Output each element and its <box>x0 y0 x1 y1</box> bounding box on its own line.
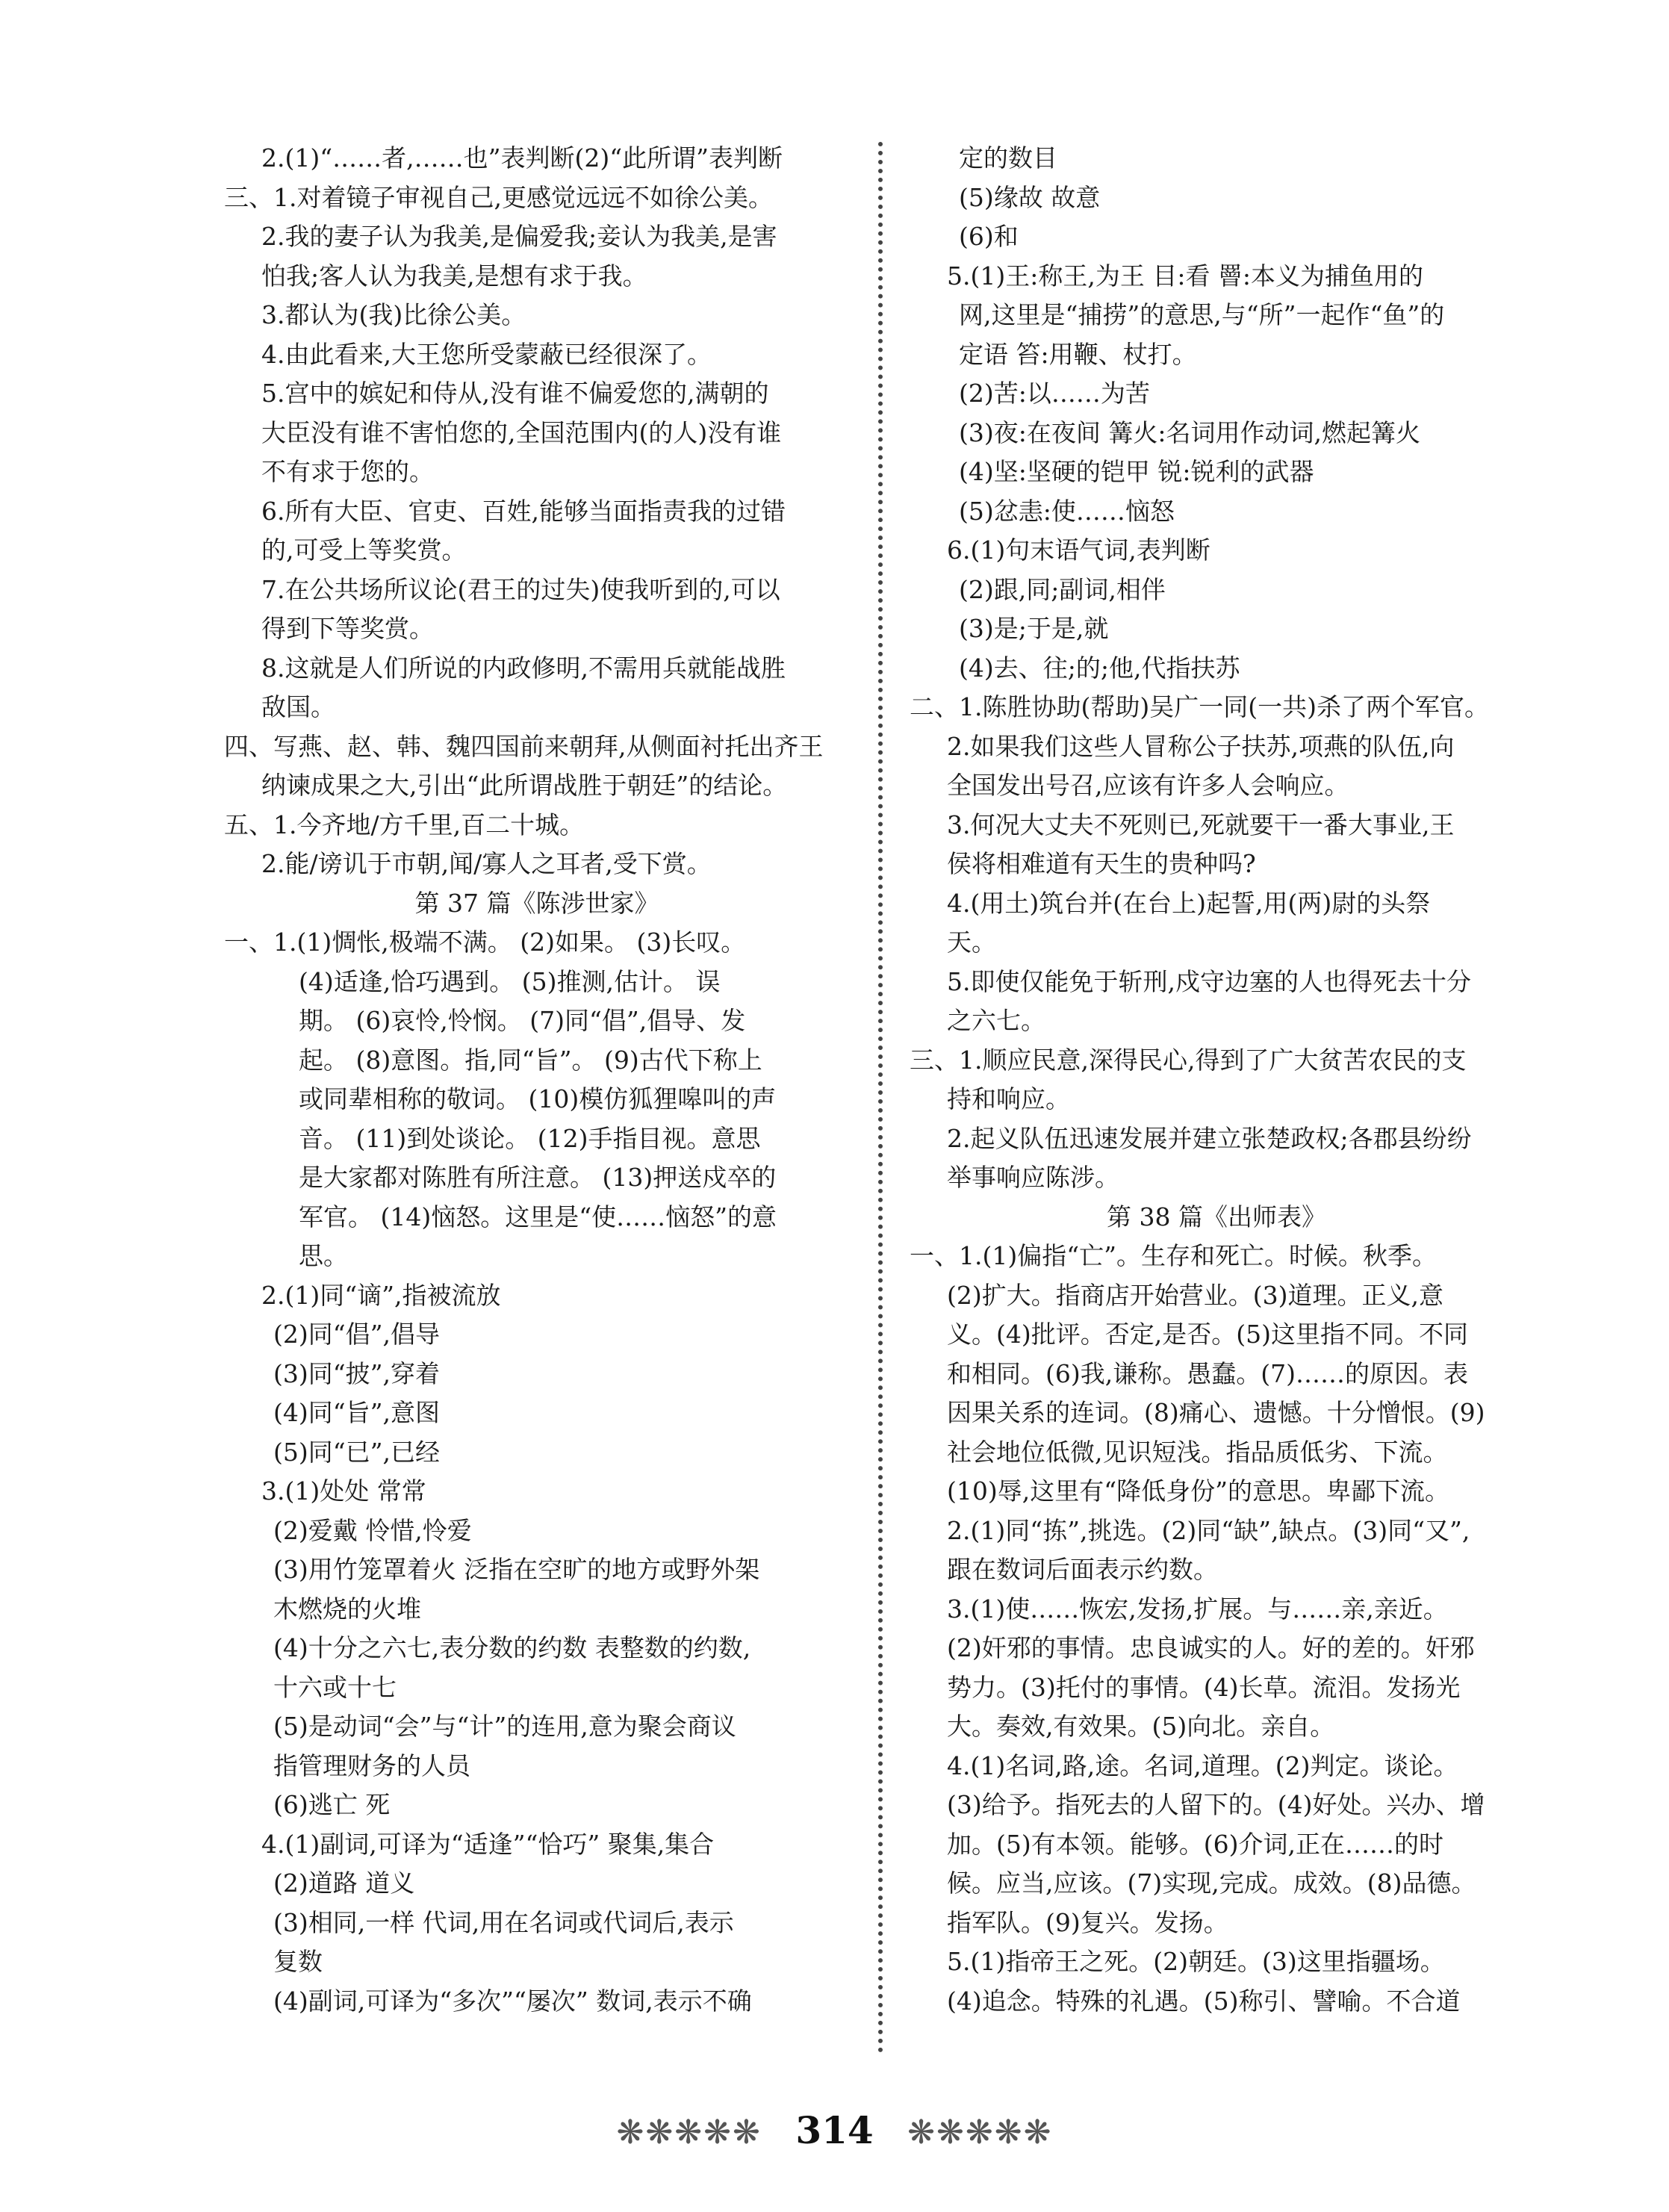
text-line: 加。(5)有本领。能够。(6)介词,正在……的时 <box>947 1829 1443 1859</box>
text-line: 怕我;客人认为我美,是想有求于我。 <box>261 261 647 291</box>
text-line: 3.都认为(我)比徐公美。 <box>261 300 526 329</box>
text-line: 指军队。(9)复兴。发扬。 <box>947 1907 1228 1937</box>
footer-ornament-right: ❋❋❋❋❋ <box>907 2113 1053 2152</box>
section-title: 第 38 篇《出师表》 <box>1107 1202 1326 1231</box>
text-line: 2.如果我们这些人冒称公子扶苏,项燕的队伍,向 <box>947 731 1455 761</box>
text-line: 和相同。(6)我,谦称。愚蠢。(7)……的原因。表 <box>947 1358 1468 1388</box>
text-line: 指管理财务的人员 <box>273 1750 470 1780</box>
text-line: (4)副词,可译为“多次”“屡次” 数词,表示不确 <box>273 1986 752 2016</box>
text-line: (3)相同,一样 代词,用在名词或代词后,表示 <box>273 1907 734 1937</box>
text-line: 一、1.(1)惆怅,极端不满。 (2)如果。 (3)长叹。 <box>224 928 746 957</box>
text-line: (3)夜:在夜间 篝火:名词用作动词,燃起篝火 <box>959 417 1420 447</box>
text-line: 网,这里是“捕捞”的意思,与“所”一起作“鱼”的 <box>959 300 1445 329</box>
text-line: 2.(1)同“谪”,指被流放 <box>261 1280 501 1310</box>
text-line: (4)适逢,恰巧遇到。 (5)推测,估计。 误 <box>299 966 721 996</box>
text-line: 或同辈相称的敬词。 (10)模仿狐狸嗥叫的声 <box>299 1084 777 1113</box>
text-line: 大臣没有谁不害怕您的,全国范围内(的人)没有谁 <box>261 417 782 447</box>
text-line: 不有求于您的。 <box>261 457 434 486</box>
text-line: 的,可受上等奖赏。 <box>261 535 467 565</box>
text-line: (6)和 <box>959 222 1019 251</box>
text-line: (2)同“倡”,倡导 <box>273 1320 440 1349</box>
text-line: (10)辱,这里有“降低身份”的意思。卑鄙下流。 <box>947 1476 1449 1506</box>
text-line: (2)道路 道义 <box>273 1868 415 1898</box>
text-line: (3)同“披”,穿着 <box>273 1358 440 1388</box>
section-title: 第 37 篇《陈涉世家》 <box>414 888 659 918</box>
text-line: 4.(1)副词,可译为“适逢”“恰巧” 聚集,集合 <box>261 1829 715 1859</box>
text-line: 四、写燕、赵、韩、魏四国前来朝拜,从侧面衬托出齐王 <box>224 731 824 761</box>
text-line: (3)给予。指死去的人留下的。(4)好处。兴办、增 <box>947 1790 1485 1819</box>
text-line: 7.在公共场所议论(君王的过失)使我听到的,可以 <box>261 574 780 604</box>
text-line: 之六七。 <box>947 1006 1045 1035</box>
text-line: 复数 <box>273 1947 323 1976</box>
text-line: 十六或十七 <box>273 1672 397 1702</box>
text-line: 6.所有大臣、官吏、百姓,能够当面指责我的过错 <box>261 496 786 526</box>
text-line: 三、1.对着镜子审视自己,更感觉远远不如徐公美。 <box>224 182 773 212</box>
text-line: 2.(1)“……者,……也”表判断(2)“此所谓”表判断 <box>261 143 783 173</box>
text-line: (5)忿恚:使……恼怒 <box>959 496 1175 526</box>
text-line: (4)同“旨”,意图 <box>273 1398 440 1427</box>
text-line: 定的数目 <box>959 143 1057 173</box>
text-line: (6)逃亡 死 <box>273 1790 391 1819</box>
text-line: 2.我的妻子认为我美,是偏爱我;妾认为我美,是害 <box>261 222 777 251</box>
text-line: 大。奏效,有效果。(5)向北。亲自。 <box>947 1712 1335 1741</box>
text-line: 候。应当,应该。(7)实现,完成。成效。(8)品德。 <box>947 1868 1476 1898</box>
text-line: 5.(1)指帝王之死。(2)朝廷。(3)这里指疆场。 <box>947 1947 1445 1976</box>
text-line: (2)扩大。指商店开始营业。(3)道理。正义,意 <box>947 1280 1443 1310</box>
text-line: 音。 (11)到处谈论。 (12)手指目视。意思 <box>299 1123 761 1153</box>
text-line: 纳谏成果之大,引出“此所谓战胜于朝廷”的结论。 <box>261 771 788 800</box>
text-line: 天。 <box>947 928 996 957</box>
text-line: 3.何况大丈夫不死则已,死就要干一番大事业,王 <box>947 810 1455 839</box>
text-line: 势力。(3)托付的事情。(4)长草。流泪。发扬光 <box>947 1672 1461 1702</box>
text-line: 2.(1)同“拣”,挑选。(2)同“缺”,缺点。(3)同“又”, <box>947 1515 1470 1545</box>
text-line: 期。 (6)哀怜,怜悯。 (7)同“倡”,倡导、发 <box>299 1006 746 1035</box>
text-line: (4)十分之六七,表分数的约数 表整数的约数, <box>273 1633 751 1662</box>
text-line: 是大家都对陈胜有所注意。 (13)押送戍卒的 <box>299 1163 777 1192</box>
text-line: 全国发出号召,应该有许多人会响应。 <box>947 771 1349 800</box>
text-line: 4.(用土)筑台并(在台上)起誓,用(两)尉的头祭 <box>947 888 1431 918</box>
text-line: 举事响应陈涉。 <box>947 1163 1119 1192</box>
text-line: (3)是;于是,就 <box>959 614 1109 643</box>
text-line: 敌国。 <box>261 692 335 721</box>
text-line: 5.(1)王:称王,为王 目:看 罾:本义为捕鱼用的 <box>947 261 1424 291</box>
text-line: 木燃烧的火堆 <box>273 1594 421 1624</box>
left-column <box>224 139 850 2021</box>
text-line: 因果关系的连词。(8)痛心、遗憾。十分憎恨。(9) <box>947 1398 1485 1427</box>
text-line: 2.起义队伍迅速发展并建立张楚政权;各郡县纷纷 <box>947 1123 1472 1153</box>
text-line: (5)是动词“会”与“计”的连用,意为聚会商议 <box>273 1712 736 1741</box>
text-line: (5)缘故 故意 <box>959 182 1101 212</box>
text-line: 4.由此看来,大王您所受蒙蔽已经很深了。 <box>261 339 712 369</box>
right-column <box>910 139 1523 2021</box>
text-line: (4)去、往;的;他,代指扶苏 <box>959 653 1240 683</box>
text-line: 军官。 (14)恼怒。这里是“使……恼怒”的意 <box>299 1202 777 1231</box>
text-line: 跟在数词后面表示约数。 <box>947 1555 1218 1584</box>
text-line: 2.能/谤讥于市朝,闻/寡人之耳者,受下赏。 <box>261 849 712 878</box>
text-line: (2)跟,同;副词,相伴 <box>959 574 1166 604</box>
text-line: 3.(1)处处 常常 <box>261 1476 426 1506</box>
text-line: 一、1.(1)偏指“亡”。生存和死亡。时候。秋季。 <box>910 1241 1437 1270</box>
text-line: (5)同“已”,已经 <box>273 1437 440 1467</box>
page-number: 314 <box>795 2108 874 2152</box>
text-line: (4)追念。特殊的礼遇。(5)称引、譬喻。不合道 <box>947 1986 1461 2016</box>
text-line: (2)苦:以……为苦 <box>959 379 1150 408</box>
text-line: 6.(1)句末语气词,表判断 <box>947 535 1210 565</box>
text-line: (4)坚:坚硬的铠甲 锐:锐利的武器 <box>959 457 1314 486</box>
page-footer <box>0 2104 1669 2157</box>
text-line: 侯将相难道有天生的贵种吗? <box>947 849 1256 878</box>
text-line: 社会地位低微,见识短浅。指品质低劣、下流。 <box>947 1437 1448 1467</box>
text-line: 义。(4)批评。否定,是否。(5)这里指不同。不同 <box>947 1320 1468 1349</box>
text-line: (2)爱戴 怜惜,怜爱 <box>273 1515 472 1545</box>
text-line: (3)用竹笼罩着火 泛指在空旷的地方或野外架 <box>273 1555 760 1584</box>
text-line: 3.(1)使……恢宏,发扬,扩展。与……亲,亲近。 <box>947 1594 1448 1624</box>
text-line: 5.宫中的嫔妃和侍从,没有谁不偏爱您的,满朝的 <box>261 379 769 408</box>
text-line: 8.这就是人们所说的内政修明,不需用兵就能战胜 <box>261 653 786 683</box>
text-line: 得到下等奖赏。 <box>261 614 434 643</box>
text-line: 思。 <box>299 1241 348 1270</box>
text-line: (2)奸邪的事情。忠良诚实的人。好的差的。奸邪 <box>947 1633 1475 1662</box>
text-line: 持和响应。 <box>947 1084 1070 1113</box>
text-line: 定语 笞:用鞭、杖打。 <box>959 339 1197 369</box>
text-line: 5.即使仅能免于斩刑,戍守边塞的人也得死去十分 <box>947 966 1471 996</box>
text-line: 二、1.陈胜协助(帮助)吴广一同(一共)杀了两个军官。 <box>910 692 1489 721</box>
text-line: 三、1.顺应民意,深得民心,得到了广大贫苦农民的支 <box>910 1045 1467 1075</box>
text-line: 五、1.今齐地/方千里,百二十城。 <box>224 810 585 839</box>
text-line: 起。 (8)意图。指,同“旨”。 (9)古代下称上 <box>299 1045 762 1075</box>
column-divider <box>878 142 883 2054</box>
footer-ornament-left: ❋❋❋❋❋ <box>616 2113 762 2152</box>
text-line: 4.(1)名词,路,途。名词,道理。(2)判定。谈论。 <box>947 1750 1458 1780</box>
